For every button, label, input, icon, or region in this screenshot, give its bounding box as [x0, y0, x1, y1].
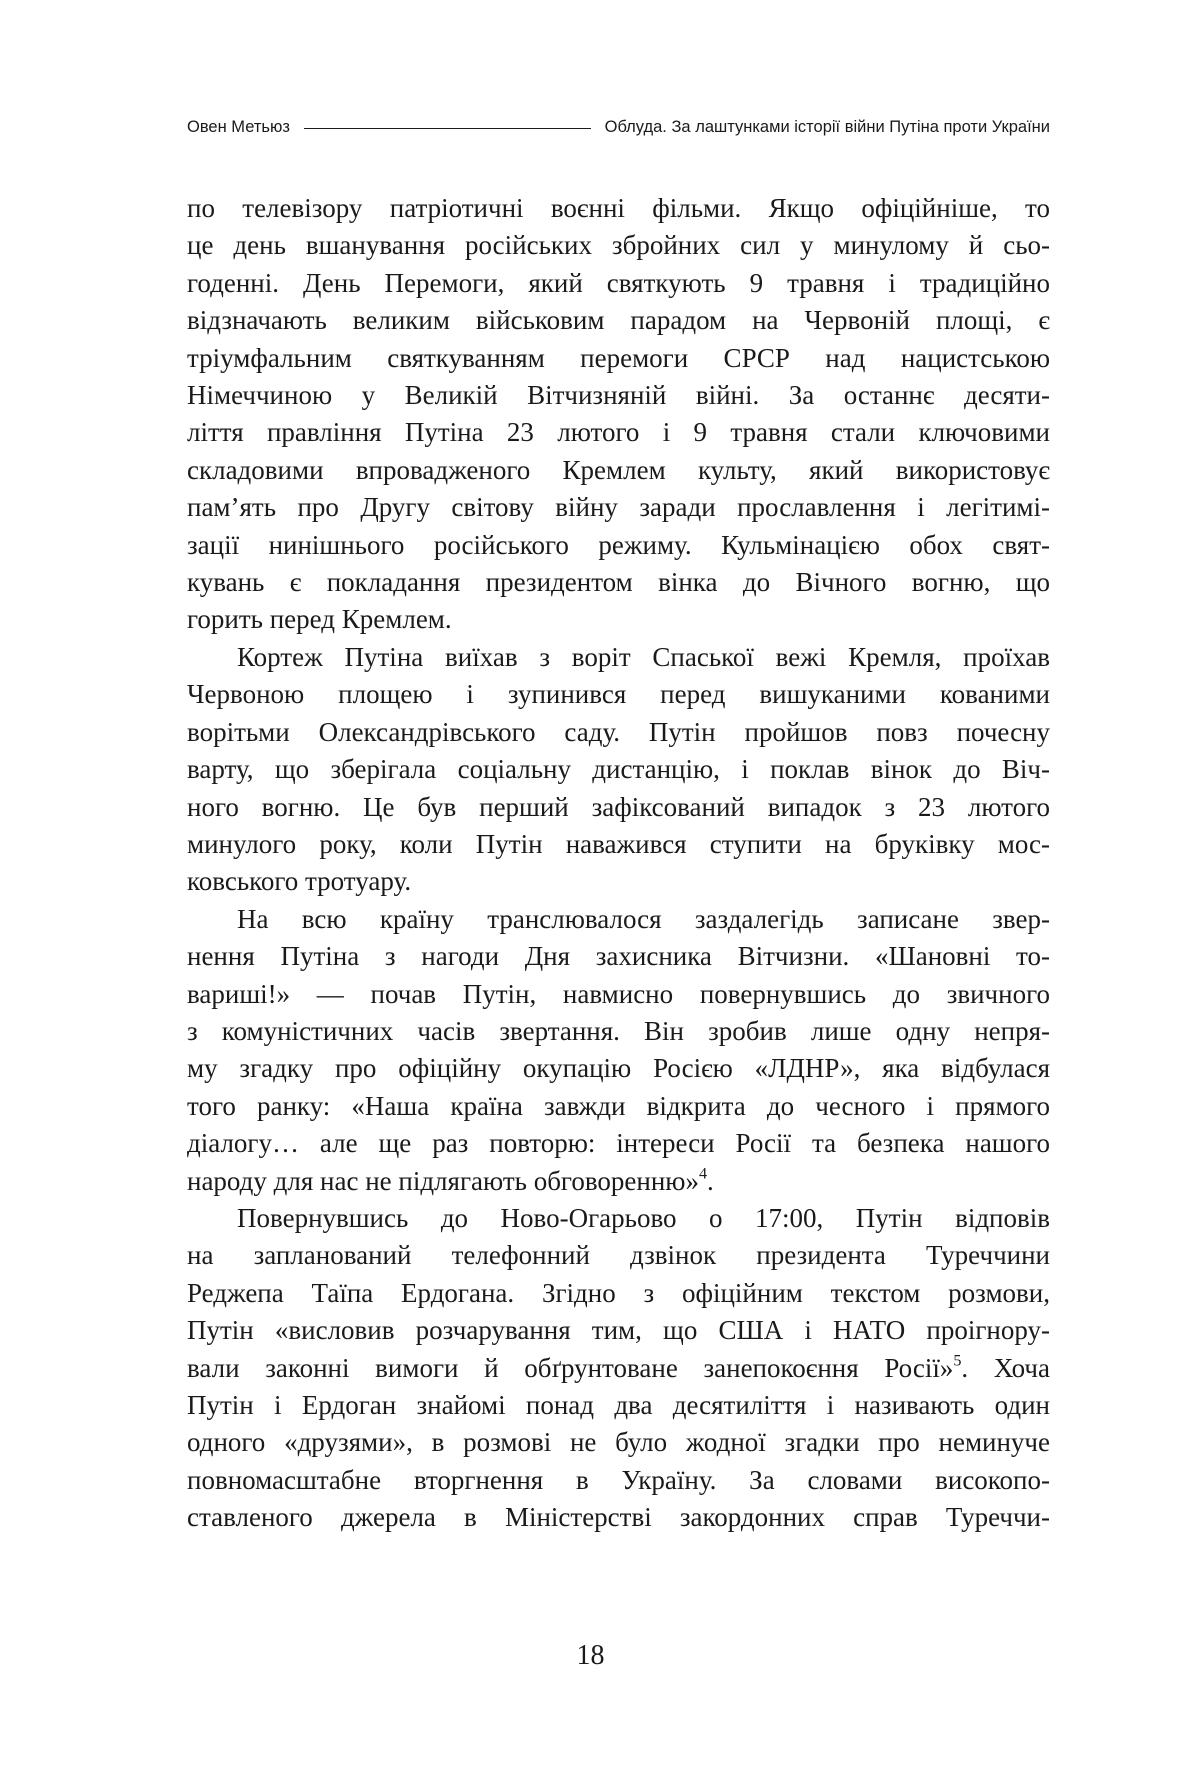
text-line: горить перед Кремлем. [187, 604, 452, 635]
text-line: діалогу… але ще раз повторю: інтереси Росії та безпека нашого [187, 1128, 1050, 1159]
text-line: ставленого джерела в Міністерстві закордонних справ Туреччи- [187, 1502, 1050, 1533]
text-line: тріумфальним святкуванням перемоги СРСР над нацистською [187, 342, 1050, 373]
text-line: це день вшанування російських збройних сил у минулому й сьо- [187, 230, 1050, 261]
text-line: Путін і Ердоган знайомі понад два десятиліття і називають один [187, 1390, 1050, 1420]
text-line: того ранку: «Наша країна завжди відкрита до чесного і прямого [187, 1090, 1050, 1121]
text-line: Червоною площею і зупинився перед вишуканими кованими [187, 679, 1050, 710]
text-line: Кортеж Путіна виїхав з воріт Спаської вежі Кремля, проїхав [237, 641, 1050, 672]
text-line: пам’ять про Другу світову війну заради прославлення і легітимі- [187, 492, 1050, 523]
footnote-ref: 4 [698, 1164, 708, 1183]
text-line: ковського тротуару. [187, 866, 412, 897]
text-line: Німеччиною у Великій Вітчизняній війні. За останнє десяти- [187, 380, 1050, 411]
text-line: повномасштабне вторгнення в Україну. За словами високопо- [187, 1464, 1050, 1495]
text-line: На всю країну транслювалося заздалегідь записане звер- [237, 903, 1050, 934]
header-book-title: Облуда. За лаштунками історії війни Путіна проти України [604, 118, 1050, 136]
text-line: минулого року, коли Путін наважився ступити на бруківку мос- [187, 828, 1050, 859]
text-line: нення Путіна з нагоди Дня захисника Вітчизни. «Шановні то- [187, 941, 1050, 972]
body-text [187, 190, 1050, 1537]
text-line: ного вогню. Це був перший зафіксований випадок з 23 лютого [187, 791, 1050, 822]
text-line: складовими впровадженого Кремлем культу, який використовує [187, 454, 1050, 485]
text-line: зації нинішнього російського режиму. Кульмінацією обох свят- [187, 529, 1050, 560]
text-line: по телевізору патріотичні воєнні фільми. Якщо офіційніше, то [187, 193, 1050, 223]
text-line: народу для нас не підлягають обговоренню»$^4$. [187, 1164, 714, 1196]
text-line: ліття правління Путіна 23 лютого і 9 травня стали ключовими [187, 417, 1050, 448]
text-line: одного «друзями», в розмові не було жодної згадки про неминуче [187, 1427, 1050, 1458]
text-line: Реджепа Таїпа Ердогана. Згідно з офіційним текстом розмови, [187, 1277, 1050, 1308]
text-line: відзначають великим військовим парадом на Червоній площі, є [187, 305, 1050, 336]
header-rule [304, 128, 591, 129]
running-header [187, 118, 1050, 137]
text-line: кувань є покладання президентом вінка до Вічного вогню, що [187, 567, 1050, 598]
text-line: Путін «висловив розчарування тим, що США і НАТО проігнору- [187, 1315, 1050, 1346]
text-line: вали законні вимоги й обґрунтоване занепокоєння Росії»$^5$. Хоча [187, 1351, 1050, 1383]
text-line: варту, що зберігала соціальну дистанцію, і поклав вінок до Віч- [187, 754, 1050, 785]
page-number: 18 [576, 1640, 605, 1671]
text-line: на запланований телефонний дзвінок президента Туреччини [187, 1240, 1050, 1271]
header-author: Овен Метьюз [187, 118, 290, 136]
text-line: вариші!» — почав Путін, навмисно повернувшись до звичного [187, 978, 1050, 1009]
footnote-ref: 5 [953, 1351, 962, 1370]
text-line: ворітьми Олександрівського саду. Путін пройшов повз почесну [187, 716, 1050, 747]
text-line: Повернувшись до Ново-Огарьово о 17:00, Путін відповів [237, 1202, 1050, 1233]
text-line: годенні. День Перемоги, який святкують 9 травня і традиційно [187, 267, 1050, 298]
text-line: му згадку про офіційну окупацію Росією «ЛДНР», яка відбулася [187, 1053, 1050, 1084]
text-line: з комуністичних часів звертання. Він зробив лише одну непря- [187, 1015, 1050, 1046]
